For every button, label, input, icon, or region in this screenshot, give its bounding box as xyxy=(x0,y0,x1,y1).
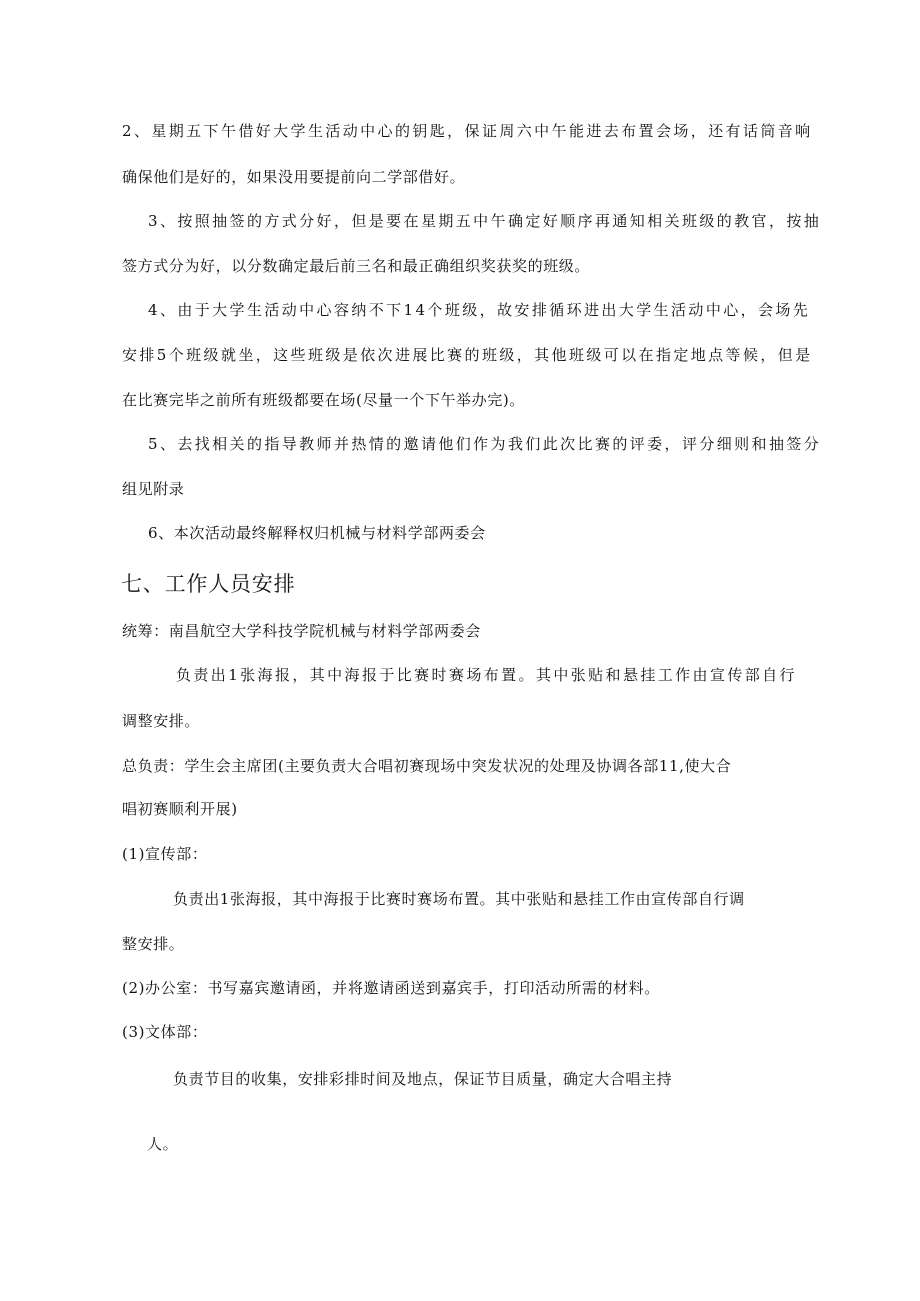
arts-sports-dept-line-2: 人。 xyxy=(147,1135,179,1153)
item-3-line-1: 3、按照抽签的方式分好，但是要在星期五中午确定好顺序再通知相关班级的教官，按抽 xyxy=(148,212,822,230)
coordination-line: 统筹：南昌航空大学科技学院机械与材料学部两委会 xyxy=(122,622,481,640)
item-4-line-2: 安排5个班级就坐，这些班级是依次进展比赛的班级，其他班级可以在指定地点等候，但是 xyxy=(122,346,813,364)
item-5-line-1: 5、去找相关的指导教师并热情的邀请他们作为我们此次比赛的评委，评分细则和抽签分 xyxy=(148,435,822,453)
poster-line-2: 调整安排。 xyxy=(122,712,201,730)
item-2-line-2: 确保他们是好的，如果没用要提前向二学部借好。 xyxy=(122,168,466,186)
publicity-dept-label: (1)宣传部： xyxy=(122,845,208,863)
general-responsible-line-1: 总负责：学生会主席团(主要负责大合唱初赛现场中突发状况的处理及协调各部11,使大合 xyxy=(122,757,732,775)
office-line: (2)办公室：书写嘉宾邀请函，并将邀请函送到嘉宾手，打印活动所需的材料。 xyxy=(122,979,660,997)
item-3-line-2: 签方式分为好，以分数确定最后前三名和最正确组织奖获奖的班级。 xyxy=(122,257,591,275)
section-heading: 七、工作人员安排 xyxy=(121,572,296,596)
item-4-line-1: 4、由于大学生活动中心容纳不下14个班级，故安排循环进出大学生活动中心，会场先 xyxy=(148,301,811,319)
item-6: 6、本次活动最终解释权归机械与材料学部两委会 xyxy=(148,524,486,542)
arts-sports-dept-line-1: 负责节目的收集，安排彩排时间及地点，保证节目质量，确定大合唱主持 xyxy=(173,1070,673,1088)
poster-line-1: 负责出1张海报，其中海报于比赛时赛场布置。其中张贴和悬挂工作由宣传部自行 xyxy=(176,666,797,684)
item-5-line-2: 组见附录 xyxy=(122,480,185,498)
item-2-line-1: 2、星期五下午借好大学生活动中心的钥匙，保证周六中午能进去布置会场，还有话筒音响 xyxy=(122,122,813,140)
publicity-dept-line-2: 整安排。 xyxy=(122,935,185,953)
general-responsible-line-2: 唱初赛顺利开展) xyxy=(122,800,238,818)
arts-sports-dept-label: (3)文体部： xyxy=(122,1023,208,1041)
publicity-dept-line-1: 负责出1张海报，其中海报于比赛时赛场布置。其中张贴和悬挂工作由宣传部自行调 xyxy=(173,890,745,908)
item-4-line-3: 在比赛完毕之前所有班级都要在场(尽量一个下午举办完)。 xyxy=(122,391,525,409)
